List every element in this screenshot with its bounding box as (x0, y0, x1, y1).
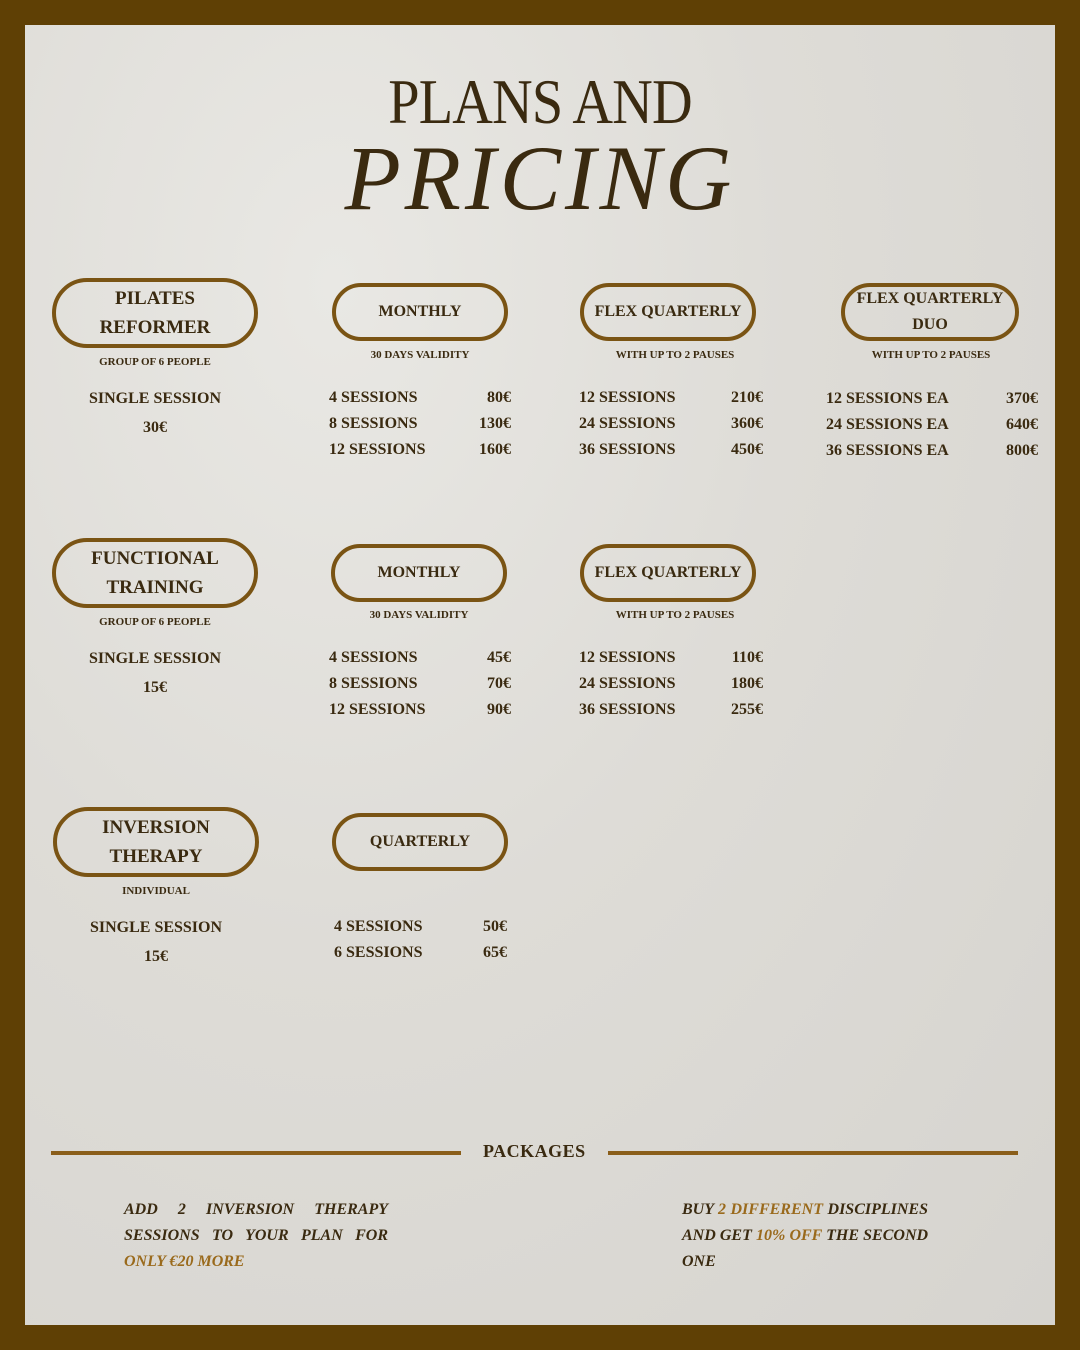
plan-note: 30 DAYS VALIDITY (369, 609, 469, 621)
sessions: 12 SESSIONS (329, 441, 426, 458)
category-note: GROUP OF 6 PEOPLE (99, 616, 211, 628)
sessions: 4 SESSIONS (329, 389, 418, 406)
sessions: 8 SESSIONS (329, 415, 418, 432)
single-session (53, 913, 259, 971)
price-row (334, 914, 507, 940)
sessions: 12 SESSIONS EA (826, 390, 949, 407)
price-row (826, 438, 1038, 464)
plan-pill-monthly (331, 544, 507, 602)
plan-pill-flex-quarterly (580, 544, 756, 602)
single-session-price: 15€ (143, 679, 167, 696)
price-list (334, 914, 507, 966)
price-row (329, 671, 511, 697)
sessions: 36 SESSIONS (579, 441, 676, 458)
package-off: OFF (789, 1227, 823, 1244)
category-name: INVERSION THERAPY (102, 817, 210, 867)
plan-pill-quarterly (332, 813, 508, 871)
sessions: 12 SESSIONS (579, 649, 676, 666)
sessions: 36 SESSIONS EA (826, 442, 949, 459)
plan-note: 30 DAYS VALIDITY (370, 349, 470, 361)
price-row (579, 697, 763, 723)
sessions: 24 SESSIONS (579, 675, 676, 692)
page-title-line2: PRICING (344, 127, 736, 229)
package-inversion-addon (124, 1197, 388, 1275)
price-row (579, 385, 763, 411)
price: 130€ (479, 415, 511, 432)
price: 255€ (731, 701, 763, 718)
category-note: INDIVIDUAL (122, 885, 190, 897)
price: 210€ (731, 389, 763, 406)
single-session-price: 15€ (144, 948, 168, 965)
plan-name: MONTHLY (378, 303, 462, 320)
package-percent: 10% (756, 1227, 786, 1244)
sessions: 8 SESSIONS (329, 675, 418, 692)
price-row (826, 412, 1038, 438)
price-list (329, 645, 511, 723)
packages-divider-left (51, 1151, 461, 1155)
single-session-label: SINGLE SESSION (88, 650, 222, 667)
package-text-mid: DISCIPLINES AND GET (682, 1201, 928, 1244)
sessions: 24 SESSIONS (579, 415, 676, 432)
package-highlight: ONLY €20 MORE (124, 1253, 245, 1270)
packages-heading: PACKAGES (483, 1141, 586, 1161)
category-note: GROUP OF 6 PEOPLE (99, 356, 211, 368)
price-row (329, 437, 511, 463)
price-list (579, 385, 763, 463)
package-text-end: THE SECOND ONE (682, 1227, 929, 1270)
pricing-page (25, 25, 1055, 1325)
single-session (52, 384, 258, 442)
price: 90€ (487, 701, 511, 718)
price-row (329, 411, 511, 437)
plan-name: FLEX QUARTERLY DUO (856, 290, 1004, 333)
sessions: 4 SESSIONS (334, 918, 423, 935)
price: 50€ (483, 918, 507, 935)
price-list (826, 386, 1038, 464)
single-session-label: SINGLE SESSION (89, 919, 223, 936)
price-row (579, 437, 763, 463)
price: 450€ (731, 441, 763, 458)
page-title-line1: PLANS AND (388, 66, 692, 137)
package-two-disciplines (682, 1197, 928, 1275)
package-number: 2 (717, 1201, 726, 1218)
sessions: 12 SESSIONS (329, 701, 426, 718)
category-pill-functional-training (52, 538, 258, 608)
price: 800€ (1006, 442, 1038, 459)
single-session (52, 644, 258, 702)
category-name: PILATES REFORMER (99, 288, 211, 338)
price: 45€ (487, 649, 511, 666)
price-row (329, 645, 511, 671)
single-session-price: 30€ (143, 419, 167, 436)
price-row (579, 645, 763, 671)
sessions: 36 SESSIONS (579, 701, 676, 718)
price-row (334, 940, 507, 966)
category-pill-inversion-therapy (53, 807, 259, 877)
category-name: FUNCTIONAL TRAINING (91, 548, 219, 598)
price-list (579, 645, 763, 723)
plan-pill-flex-quarterly (580, 283, 756, 341)
price: 70€ (487, 675, 511, 692)
price-row (826, 386, 1038, 412)
plan-name: QUARTERLY (369, 833, 471, 850)
price-row (579, 411, 763, 437)
price: 80€ (487, 389, 511, 406)
plan-name: FLEX QUARTERLY (594, 564, 742, 581)
price-row (579, 671, 763, 697)
price: 160€ (479, 441, 511, 458)
single-session-label: SINGLE SESSION (88, 390, 222, 407)
category-pill-pilates-reformer (52, 278, 258, 348)
sessions: 12 SESSIONS (579, 389, 676, 406)
packages-divider-right (608, 1151, 1018, 1155)
plan-note: WITH UP TO 2 PAUSES (615, 349, 735, 361)
sessions: 4 SESSIONS (329, 649, 418, 666)
plan-note: WITH UP TO 2 PAUSES (615, 609, 735, 621)
package-different: DIFFERENT (730, 1201, 823, 1218)
price-list (329, 385, 511, 463)
price: 370€ (1006, 390, 1038, 407)
price: 180€ (731, 675, 763, 692)
sessions: 6 SESSIONS (334, 944, 423, 961)
price: 110€ (731, 649, 763, 666)
price-row (329, 697, 511, 723)
price: 360€ (731, 415, 763, 432)
plan-pill-flex-quarterly-duo (841, 283, 1019, 341)
price-row (329, 385, 511, 411)
plan-name: FLEX QUARTERLY (594, 303, 742, 320)
package-text: ADD 2 INVERSION THERAPY SESSIONS TO YOUR PLAN FOR (124, 1201, 388, 1244)
plan-name: MONTHLY (377, 564, 461, 581)
price: 640€ (1006, 416, 1038, 433)
plan-pill-monthly (332, 283, 508, 341)
package-text-buy: BUY (682, 1201, 714, 1218)
sessions: 24 SESSIONS EA (826, 416, 949, 433)
plan-note: WITH UP TO 2 PAUSES (871, 349, 991, 361)
price: 65€ (483, 944, 507, 961)
